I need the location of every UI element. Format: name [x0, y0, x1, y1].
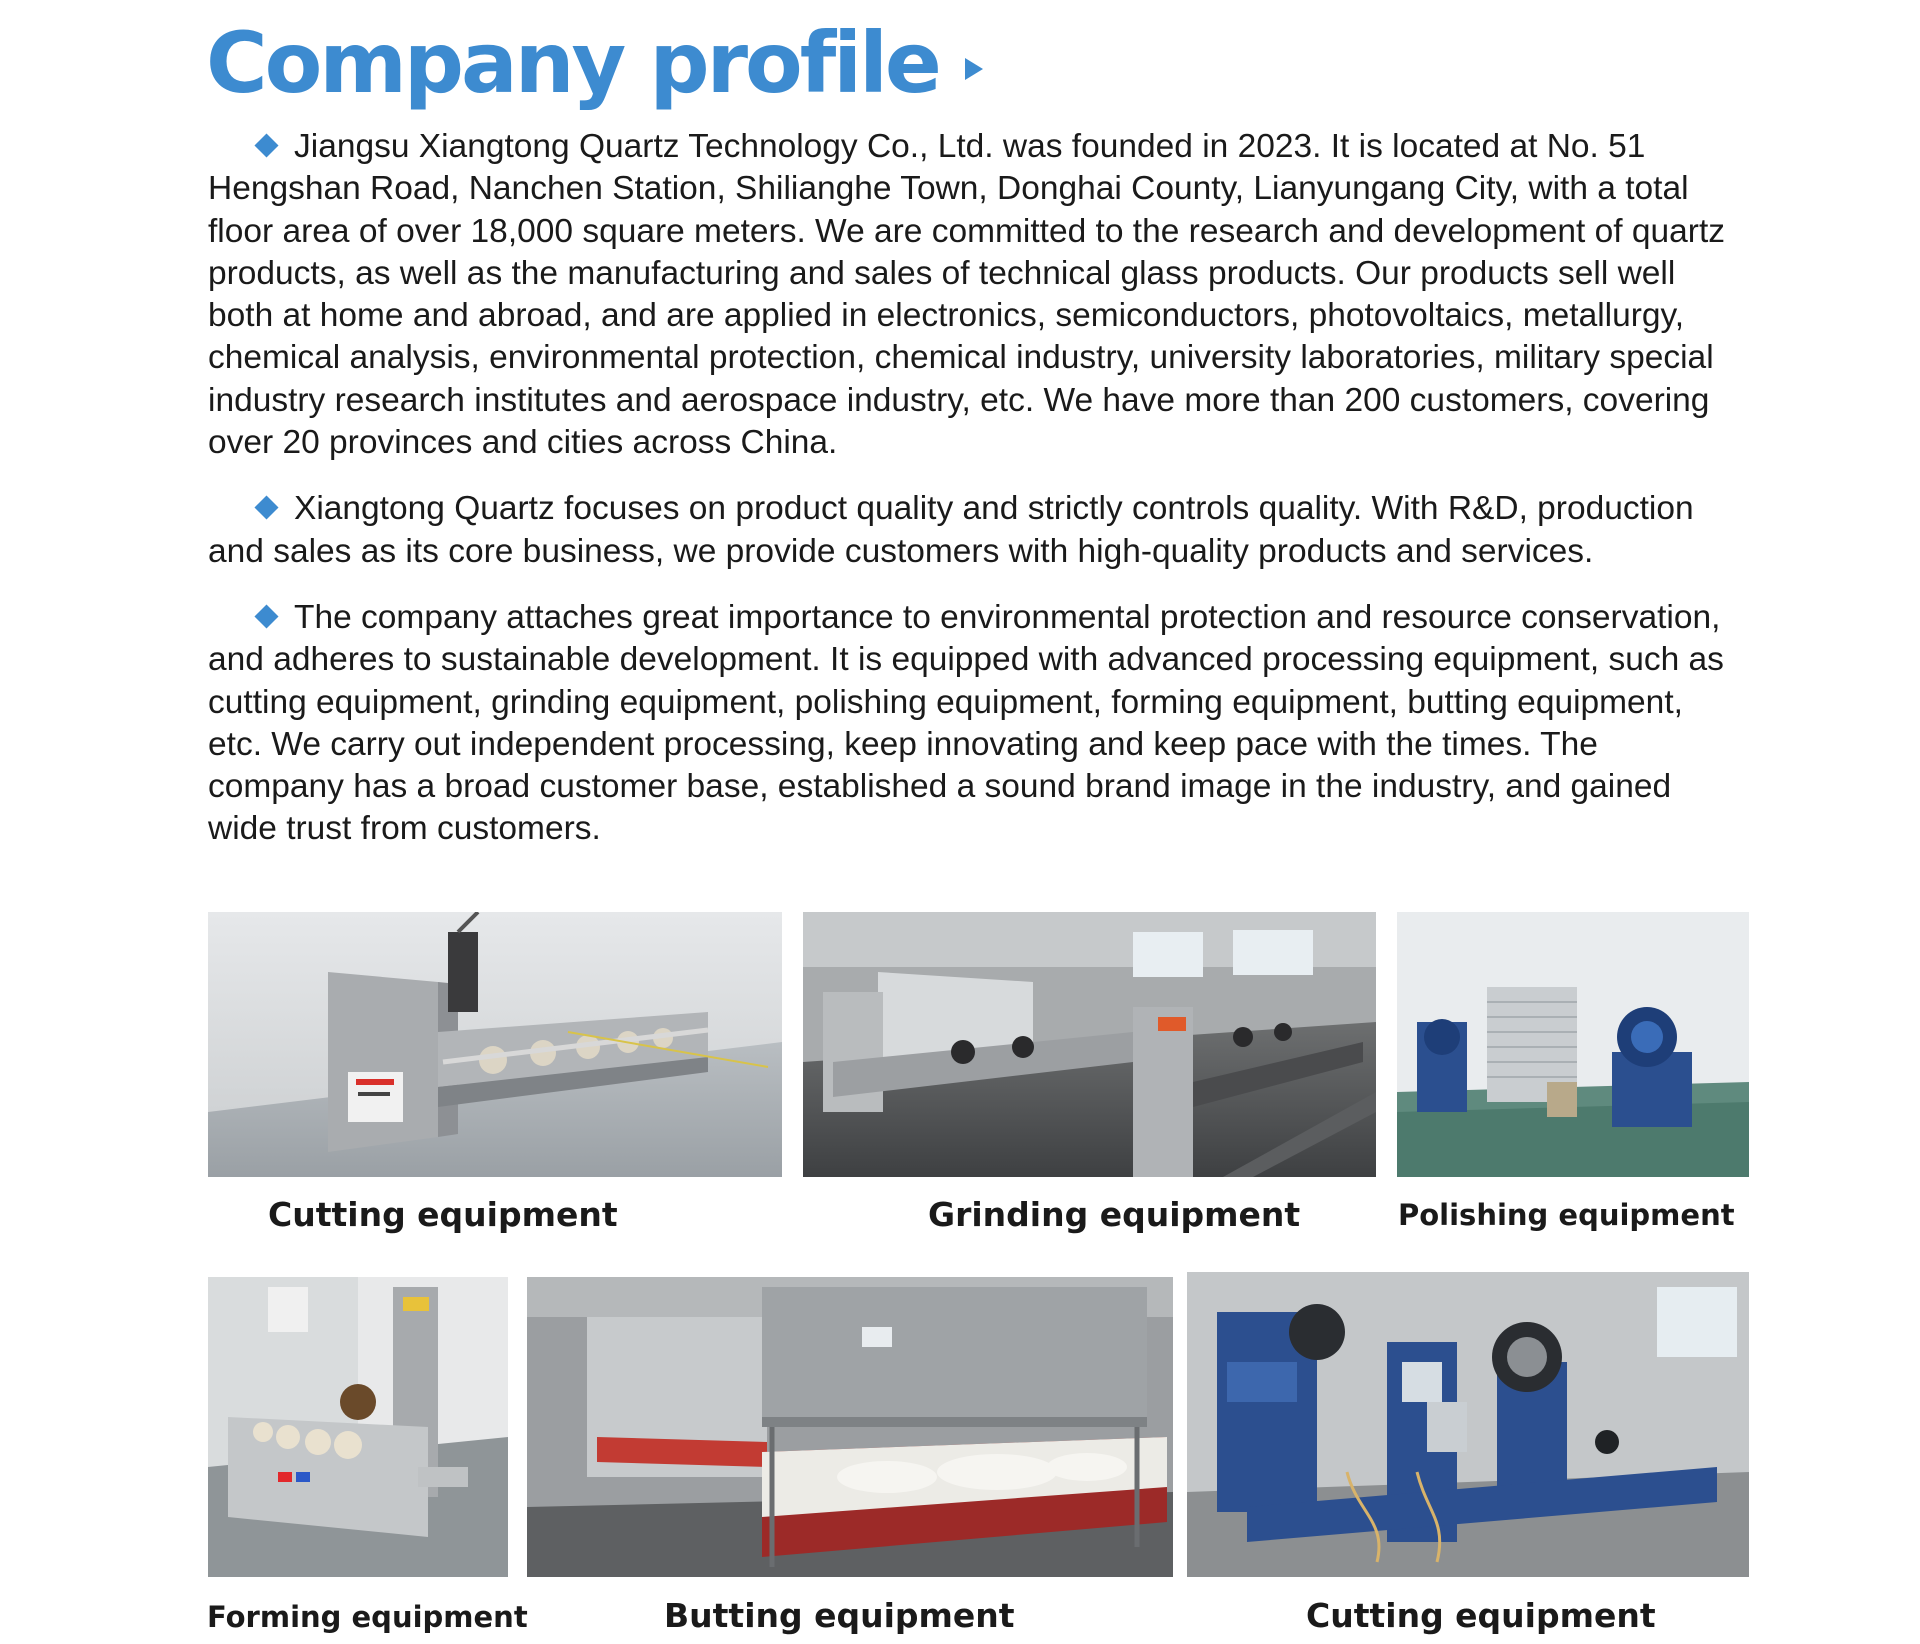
diamond-bullet-icon	[254, 133, 278, 157]
photo-caption: Butting equipment	[664, 1596, 1015, 1635]
diamond-bullet-icon	[254, 496, 278, 520]
profile-paragraph	[208, 126, 1743, 464]
page-title: Company profile	[206, 14, 939, 112]
photo-caption: Cutting equipment	[1306, 1596, 1656, 1635]
cutting-equipment-photo	[208, 912, 782, 1177]
photo-caption: Cutting equipment	[268, 1195, 618, 1234]
paragraph-text: Xiangtong Quartz focuses on product quality and strictly controls quality. With R&D, production and sales as its core business, we provide customers with high-quality products and services.	[208, 490, 1694, 570]
title-row	[206, 8, 983, 118]
paragraph-text: Jiangsu Xiangtong Quartz Technology Co., Ltd. was founded in 2023. It is located at No. 51 Hengshan Road, Nanchen Station, Shilianghe Town, Donghai County, Lianyungang City, with a total floor area of over 18,000 square meters. We are committed to the research and development of quartz products, as well as the manufacturing and sales of technical glass products. Our products sell well both at home and abroad, and are applied in electronics, semiconductors, photovoltaics, metallurgy, chemical analysis, environmental protection, chemical industry, university laboratories, military special industry research institutes and aerospace industry, etc. We have more than 200 customers, covering over 20 provinces and cities across China.	[208, 128, 1726, 462]
forming-equipment-photo	[208, 1277, 508, 1577]
photo-caption: Polishing equipment	[1398, 1198, 1735, 1232]
grinding-equipment-photo	[803, 912, 1376, 1177]
polishing-equipment-photo	[1397, 912, 1749, 1177]
photo-caption: Forming equipment	[207, 1600, 528, 1634]
cutting-equipment-photo-2	[1187, 1272, 1749, 1577]
title-arrow-icon	[965, 58, 983, 80]
profile-text	[208, 126, 1743, 851]
butting-equipment-photo	[527, 1277, 1173, 1577]
profile-paragraph	[208, 597, 1743, 851]
profile-paragraph	[208, 488, 1743, 573]
photo-caption: Grinding equipment	[928, 1195, 1301, 1234]
diamond-bullet-icon	[254, 604, 278, 628]
paragraph-text: The company attaches great importance to environmental protection and resource conservation, and adheres to sustainable development. It is equipped with advanced processing equipment, such as cutting equipment, grinding equipment, polishing equipment, forming equipment, butting equipment, etc. We carry out independent processing, keep innovating and keep pace with the times. The company has a broad customer base, established a sound brand image in the industry, and gained wide trust from customers.	[208, 598, 1724, 848]
